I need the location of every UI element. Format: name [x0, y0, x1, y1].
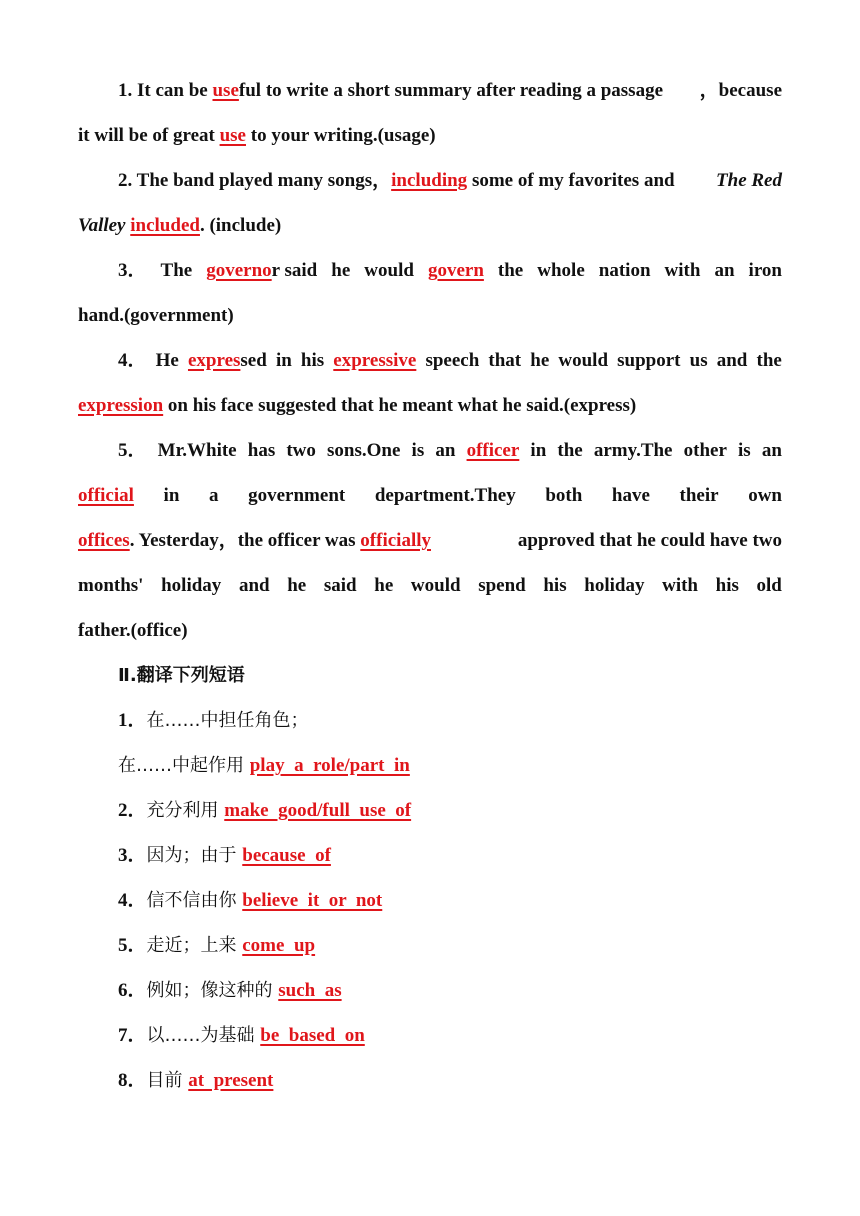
phrase-chinese: 例如；像这种的 [146, 980, 279, 1001]
q3-word: would [364, 260, 414, 281]
phrase-answer: come up [242, 935, 316, 956]
phrase-chinese: 因为；由于 [146, 845, 243, 866]
worksheet-page [78, 68, 782, 1103]
q5-word: holiday [161, 575, 222, 596]
q3-line1 [78, 248, 782, 293]
q1-because: ，because [699, 80, 782, 101]
q5-word: the [557, 440, 583, 461]
section-title: Ⅱ.翻译下列短语 [118, 665, 245, 686]
q1-answer-use-2: use [219, 125, 246, 146]
q5-l3-tail: approved that he could have two [517, 530, 782, 551]
phrase-number: 4． [118, 890, 147, 911]
phrase-answer: such as [278, 980, 342, 1001]
q2-line2 [78, 203, 782, 248]
q4-word: his [300, 350, 325, 371]
q4-word: that [488, 350, 522, 371]
q5-word: he [374, 575, 394, 596]
q3-word: he [331, 260, 351, 281]
phrase-chinese: 信不信由你 [146, 890, 243, 911]
phrase-chinese: 以……为基础 [146, 1025, 261, 1046]
phrase-answer: make good/full use of [224, 800, 412, 821]
q3-word: an [714, 260, 735, 281]
q2-title-part1: The Red [716, 170, 782, 191]
q4-word: would [558, 350, 609, 371]
q4-word: the [756, 350, 782, 371]
q5-line3 [78, 518, 782, 563]
q1-l2-rest: to your writing.(usage) [246, 125, 436, 146]
q4-expressed [188, 338, 267, 383]
q3-word: nation [598, 260, 651, 281]
q5-word: two [286, 440, 316, 461]
phrase-answer: at present [188, 1070, 274, 1091]
q3-word: with [664, 260, 701, 281]
q5-word: own [748, 485, 782, 506]
q5-word: spend [478, 575, 526, 596]
q4-num: 4． [118, 350, 147, 371]
q3-word: whole [537, 260, 585, 281]
q4-word: in [275, 350, 292, 371]
phrase-row [78, 743, 782, 788]
phrase-row [78, 923, 782, 968]
phrase-row [78, 878, 782, 923]
q5-word: would [410, 575, 461, 596]
q5-word: has [247, 440, 276, 461]
phrase-row [78, 1013, 782, 1058]
q5-word: is [738, 440, 751, 461]
phrase-number: 5． [118, 935, 147, 956]
q4-answer-expressive: expressive [333, 350, 417, 371]
phrase-number: 6． [118, 980, 147, 1001]
q4-word: us [689, 350, 708, 371]
q1-line1 [78, 68, 782, 113]
q5-line4 [78, 563, 782, 608]
q2-title-part2: Valley [78, 215, 126, 236]
q5-num: 5． [118, 440, 147, 461]
q5-word: their [679, 485, 719, 506]
q2-prefix: 2. The band played many songs， [118, 170, 392, 191]
phrase-chinese: 在……中起作用 [118, 755, 250, 776]
q3-tail: hand.(government) [78, 305, 234, 326]
phrase-chinese: 目前 [146, 1070, 189, 1091]
q3-word: The [160, 260, 193, 281]
q1-text [118, 68, 663, 113]
q5-word: have [611, 485, 650, 506]
q3-line2 [78, 293, 782, 338]
q3-answer-governor: governo [206, 260, 272, 281]
q5-answer-official: official [78, 485, 134, 506]
phrase-number: 8． [118, 1070, 147, 1091]
phrase-number: 7． [118, 1025, 147, 1046]
q3-word: iron [748, 260, 782, 281]
q5-word: months' [78, 575, 144, 596]
q5-word: in [163, 485, 180, 506]
q5-word: other [683, 440, 727, 461]
q2-answer-included: included [130, 215, 200, 236]
q5-word: he [287, 575, 307, 596]
q5-answer-officer: officer [466, 440, 520, 461]
q3-num: 3． [118, 260, 147, 281]
q5-word: an [761, 440, 782, 461]
phrase-number: 1． [118, 710, 147, 731]
q5-tail: father.(office) [78, 620, 188, 641]
q4-word: he [530, 350, 550, 371]
q5-answer-offices: offices [78, 530, 130, 551]
q4-line2 [78, 383, 782, 428]
phrase-number: 3． [118, 845, 147, 866]
section-heading [78, 653, 782, 698]
q2-answer-including: including [391, 170, 468, 191]
q5-word: said [323, 575, 357, 596]
q4-tail: on his face suggested that he meant what he said.(express) [163, 395, 637, 416]
q5-answer-officially: officially [360, 530, 431, 551]
q5-word: government [248, 485, 346, 506]
q4-word: support [617, 350, 681, 371]
q3-word: r said [271, 260, 318, 281]
q4-word: He [155, 350, 179, 371]
q1-answer-use: use [212, 80, 239, 101]
q5-word: a [209, 485, 219, 506]
q5-word: holiday [584, 575, 645, 596]
phrase-row [78, 698, 782, 743]
q4-answer-expressed: expres [187, 350, 241, 371]
q4-word: speech [425, 350, 480, 371]
phrase-chinese: 走近；上来 [146, 935, 243, 956]
q5-word: sons.One [327, 440, 401, 461]
q5-word: and [238, 575, 270, 596]
q1-line2 [78, 113, 782, 158]
q1-rest: ful to write a short summary after reading a passage [238, 80, 664, 101]
phrase-number: 2． [118, 800, 147, 821]
phrase-chinese: 充分利用 [146, 800, 225, 821]
phrase-row [78, 1058, 782, 1103]
q5-word: his [715, 575, 739, 596]
q5-word: an [435, 440, 456, 461]
q5-word: is [411, 440, 425, 461]
q5-word: Mr.White [157, 440, 237, 461]
phrase-answer: be based on [260, 1025, 365, 1046]
q5-line2 [78, 473, 782, 518]
q4-word: sed [240, 350, 267, 371]
q2-mid: some of my favorites and [467, 170, 675, 191]
q5-line1 [78, 428, 782, 473]
phrase-answer: because of [242, 845, 331, 866]
q1-prefix: 1. It can be [118, 80, 213, 101]
phrase-answer: believe it or not [242, 890, 383, 911]
phrase-chinese: 在……中担任角色； [146, 710, 309, 731]
q5-line5 [78, 608, 782, 653]
phrase-row [78, 833, 782, 878]
q4-answer-expression: expression [78, 395, 164, 416]
q5-word: old [756, 575, 782, 596]
q5-word: in [530, 440, 547, 461]
q4-line1 [78, 338, 782, 383]
q5-word: department.They [374, 485, 516, 506]
q4-word: and [716, 350, 748, 371]
q2-tail: . (include) [199, 215, 282, 236]
q5-word: both [545, 485, 583, 506]
q2-line1 [78, 158, 782, 203]
q3-answer-govern: govern [427, 260, 484, 281]
phrase-row [78, 788, 782, 833]
phrase-row [78, 968, 782, 1013]
q5-word: army.The [593, 440, 673, 461]
q5-l3-mid: . Yesterday，the officer was [129, 530, 361, 551]
q3-governor [206, 248, 317, 293]
q5-word: with [662, 575, 698, 596]
phrase-answer: play a role/part in [249, 755, 410, 776]
q5-word: his [543, 575, 567, 596]
q3-word: the [497, 260, 524, 281]
q1-l2-prefix: it will be of great [78, 125, 220, 146]
